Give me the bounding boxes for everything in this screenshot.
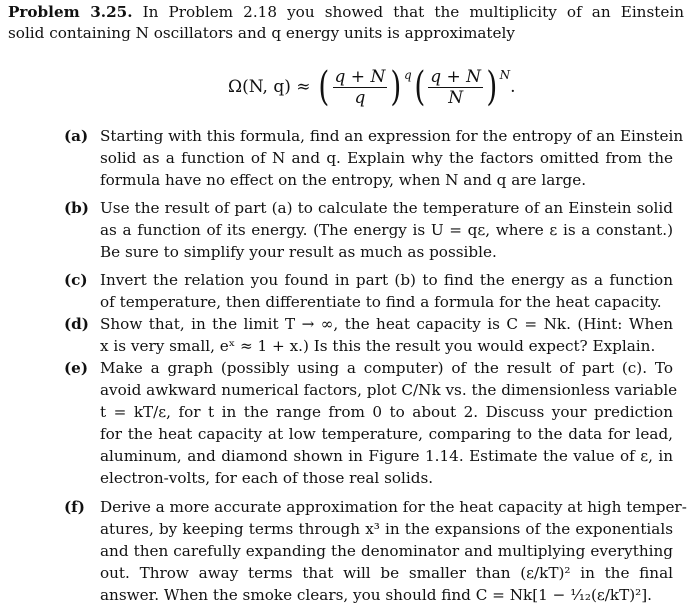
denominator: N	[448, 87, 464, 108]
part-text-line: as a function of its energy. (The energy is U = qε, where ε is a constant.)	[100, 221, 673, 239]
part-text-line: Invert the relation you found in part (b) to find the energy as a function	[100, 271, 673, 289]
formula-lhs: Ω(N, q) ≈	[228, 77, 311, 97]
numerator: q + N	[430, 66, 482, 87]
part-text-line: electron-volts, for each of those real solids.	[100, 469, 434, 487]
part-text-line: of temperature, then differentiate to find a formula for the heat capacity.	[100, 293, 662, 311]
part-text-line: Make a graph (possibly using a computer) of the result of part (c). To	[100, 359, 673, 377]
part-text-line: Use the result of part (a) to calculate the temperature of an Einstein solid	[100, 199, 673, 217]
part-label: (e)	[64, 359, 89, 377]
part-label: (d)	[64, 315, 89, 333]
part-text-line: Starting with this formula, find an expression for the entropy of an Einstein	[100, 127, 684, 145]
part-label: (f)	[64, 498, 85, 516]
part-label: (c)	[64, 271, 88, 289]
part-text-line: Derive a more accurate approximation for the heat capacity at high temper-	[100, 498, 687, 516]
part-text-line: formula have no effect on the entropy, when N and q are large.	[100, 171, 587, 189]
exponent: q	[403, 68, 412, 82]
problem-intro-line-2: solid containing N oscillators and q energy units is approximately	[8, 24, 515, 42]
part-text-line: x is very small, eˣ ≈ 1 + x.) Is this the result you would expect? Explain.	[100, 337, 656, 355]
part-text-line: atures, by keeping terms through x³ in the expansions of the exponentials	[100, 520, 673, 538]
part-text-line: out. Throw away terms that will be smaller than (ε/kT)² in the final	[100, 564, 673, 582]
intro-text: In Problem 2.18 you showed that the multiplicity of an Einstein	[132, 3, 684, 21]
part-text-line: Be sure to simplify your result as much as possible.	[100, 243, 497, 261]
part-text-line: Show that, in the limit T → ∞, the heat capacity is C = Nk. (Hint: When	[100, 315, 673, 333]
problem-intro-line-1	[8, 1, 684, 23]
part-text-line: and then carefully expanding the denominator and multiplying everything	[100, 542, 673, 560]
part-text-line: avoid awkward numerical factors, plot C/Nk vs. the dimensionless variable	[100, 381, 678, 399]
part-label: (b)	[64, 199, 89, 217]
denominator: q	[354, 87, 366, 108]
part-text-line: aluminum, and diamond shown in Figure 1.14. Estimate the value of ε, in	[100, 447, 673, 465]
numerator: q + N	[334, 66, 386, 87]
part-text-line: answer. When the smoke clears, you should find C = Nk[1 − ¹⁄₁₂(ε/kT)²].	[100, 586, 652, 604]
problem-label: Problem 3.25.	[8, 3, 133, 21]
multiplicity-formula: Ω(N, q) ≈ ( $\frac{q + N}{q}$ ) $^q$ ( $\frac{q + N}{N}$ ) $^N$ .	[228, 64, 516, 110]
fraction-1	[333, 67, 388, 108]
part-text-line: t = kT/ε, for t in the range from 0 to about 2. Discuss your prediction	[100, 403, 673, 421]
part-text-line: solid as a function of N and q. Explain why the factors omitted from the	[100, 149, 673, 167]
part-text-line: for the heat capacity at low temperature, comparing to the data for lead,	[100, 425, 673, 443]
formula-period: .	[510, 77, 516, 97]
fraction-2	[428, 67, 483, 108]
part-label: (a)	[64, 127, 89, 145]
exponent: N	[499, 68, 511, 82]
